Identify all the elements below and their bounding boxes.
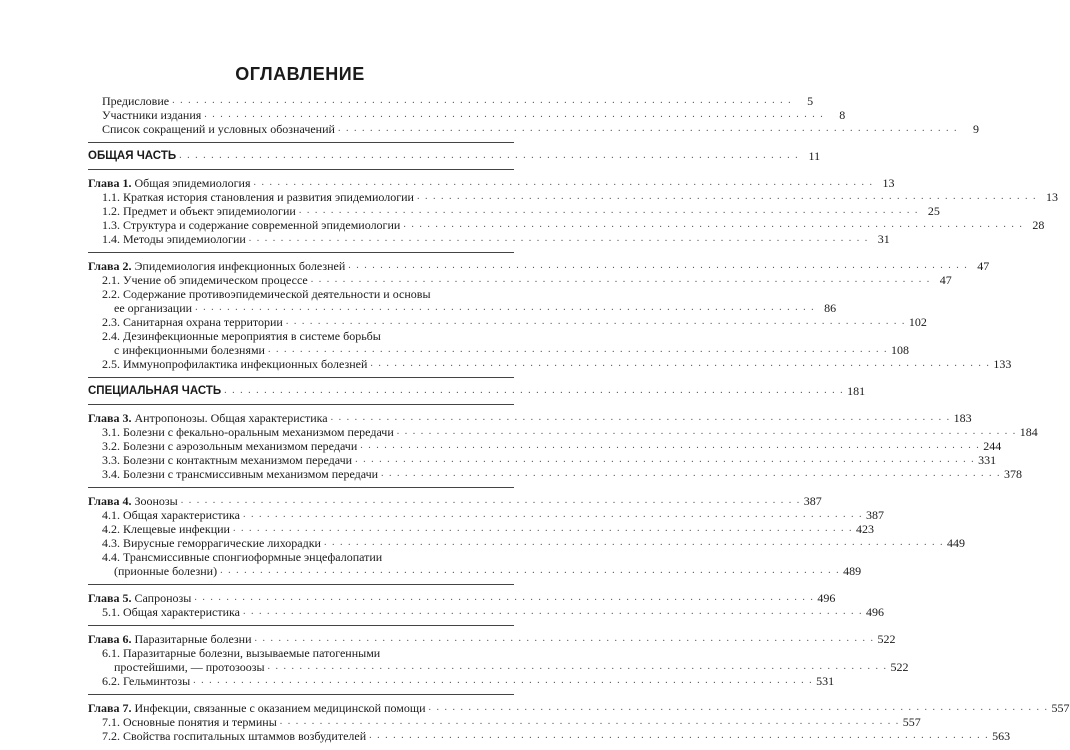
toc-entry-1-2[interactable] bbox=[88, 204, 940, 218]
chapter-label: Глава 5. bbox=[88, 591, 132, 605]
chapter-title: Эпидемиология инфекционных болезней bbox=[134, 259, 346, 273]
leader-dots: . . . . . . . . . . . . . . . . . . . . . . . . . . . . . . . . . . . . . . . . . . . . . . . . . . . . . . . . . . . . . . . . . . . . . . . . . . . . . . bbox=[279, 716, 900, 727]
entry-title: 3.3. Болезни с контактным механизмом передачи bbox=[102, 453, 353, 467]
entry-page: 531 bbox=[816, 674, 835, 688]
entry-title: 3.2. Болезни с аэрозольным механизмом передачи bbox=[102, 439, 358, 453]
toc-entry-1-4[interactable] bbox=[88, 232, 890, 246]
entry-title: 1.2. Предмет и объект эпидемиологии bbox=[102, 204, 296, 218]
toc-entry-2-2[interactable] bbox=[88, 301, 837, 315]
divider bbox=[88, 377, 514, 378]
toc-chapter-6[interactable] bbox=[88, 632, 896, 646]
toc-entry-7-2[interactable] bbox=[88, 729, 1011, 743]
part-title: СПЕЦИАЛЬНАЯ ЧАСТЬ bbox=[88, 385, 222, 397]
chapter-title: Общая эпидемиология bbox=[134, 176, 251, 190]
entry-page: 449 bbox=[946, 536, 965, 550]
entry-title-cont: (прионные болезни) bbox=[114, 564, 218, 578]
entry-page: 387 bbox=[803, 494, 822, 508]
leader-dots: . . . . . . . . . . . . . . . . . . . . . . . . . . . . . . . . . . . . . . . . . . . . . . . . . . . . . . . . . . . . . . . . . . . . . . . . . . . . . . bbox=[180, 495, 801, 506]
entry-title: 6.2. Гельминтозы bbox=[102, 674, 191, 688]
chapter-title: Инфекции, связанные с оказанием медицинской помощи bbox=[134, 701, 426, 715]
toc-entry-6-2[interactable] bbox=[88, 674, 835, 688]
entry-page: 11 bbox=[808, 149, 821, 163]
leader-dots: . . . . . . . . . . . . . . . . . . . . . . . . . . . . . . . . . . . . . . . . . . . . . . . . . . . . . . . . . . . . . . . . . . . . . . . . . . . . . . bbox=[403, 219, 1024, 230]
toc-entry-2-5[interactable] bbox=[88, 357, 1012, 371]
toc-chapter-5[interactable] bbox=[88, 591, 836, 605]
entry-page: 496 bbox=[817, 591, 836, 605]
leader-dots: . . . . . . . . . . . . . . . . . . . . . . . . . . . . . . . . . . . . . . . . . . . . . . . . . . . . . . . . . . . . . . . . . . . . . . . . . . . . . . bbox=[267, 344, 888, 355]
entry-title: 4.1. Общая характеристика bbox=[102, 508, 240, 522]
leader-dots: . . . . . . . . . . . . . . . . . . . . . . . . . . . . . . . . . . . . . . . . . . . . . . . . . . . . . . . . . . . . . . . . . . . . . . . . . . . . . . bbox=[310, 274, 931, 285]
part-title: ОБЩАЯ ЧАСТЬ bbox=[88, 150, 177, 162]
entry-page: 25 bbox=[927, 204, 940, 218]
entry-page: 496 bbox=[865, 605, 884, 619]
entry-page: 184 bbox=[1019, 425, 1038, 439]
entry-title: Участники издания bbox=[102, 108, 202, 122]
leader-dots: . . . . . . . . . . . . . . . . . . . . . . . . . . . . . . . . . . . . . . . . . . . . . . . . . . . . . . . . . . . . . . . . . . . . . . . . . . . . . . bbox=[232, 523, 853, 534]
leader-dots: . . . . . . . . . . . . . . . . . . . . . . . . . . . . . . . . . . . . . . . . . . . . . . . . . . . . . . . . . . . . . . . . . . . . . . . . . . . . . . bbox=[254, 633, 875, 644]
entry-title: 4.3. Вирусные геморрагические лихорадки bbox=[102, 536, 321, 550]
toc-entry-preface[interactable] bbox=[88, 94, 814, 108]
entry-page: 557 bbox=[902, 715, 921, 729]
divider bbox=[88, 694, 514, 695]
entry-page: 108 bbox=[890, 343, 909, 357]
entry-page: 9 bbox=[972, 122, 979, 136]
entry-page: 47 bbox=[939, 273, 952, 287]
table-of-contents bbox=[88, 94, 1070, 743]
entry-page: 563 bbox=[992, 729, 1011, 743]
entry-page: 13 bbox=[882, 176, 895, 190]
entry-title: 1.1. Краткая история становления и развития эпидемиологии bbox=[102, 190, 414, 204]
leader-dots: . . . . . . . . . . . . . . . . . . . . . . . . . . . . . . . . . . . . . . . . . . . . . . . . . . . . . . . . . . . . . . . . . . . . . . . . . . . . . . bbox=[204, 109, 825, 120]
toc-entry-2-2-line1[interactable]: 2.2. Содержание противоэпидемической деятельности и основы bbox=[102, 287, 431, 301]
chapter-label: Глава 2. bbox=[88, 259, 132, 273]
entry-title-cont: с инфекционными болезнями bbox=[114, 343, 265, 357]
entry-title: 2.3. Санитарная охрана территории bbox=[102, 315, 283, 329]
toc-entry-6-1-line1[interactable]: 6.1. Паразитарные болезни, вызываемые патогенными bbox=[102, 646, 381, 660]
toc-entry-6-1[interactable] bbox=[88, 660, 909, 674]
toc-entry-2-3[interactable] bbox=[88, 315, 927, 329]
toc-entry-3-4[interactable] bbox=[88, 467, 1023, 481]
entry-title: 7.2. Свойства госпитальных штаммов возбудителей bbox=[102, 729, 367, 743]
toc-entry-2-4-line1[interactable]: 2.4. Дезинфекционные мероприятия в системе борьбы bbox=[102, 329, 381, 343]
entry-page: 13 bbox=[1045, 190, 1058, 204]
entry-page: 387 bbox=[865, 508, 884, 522]
entry-title: 2.1. Учение об эпидемическом процессе bbox=[102, 273, 308, 287]
entry-page: 244 bbox=[983, 439, 1002, 453]
leader-dots: . . . . . . . . . . . . . . . . . . . . . . . . . . . . . . . . . . . . . . . . . . . . . . . . . . . . . . . . . . . . . . . . . . . . . . . . . . . . . . bbox=[172, 95, 793, 106]
leader-dots: . . . . . . . . . . . . . . . . . . . . . . . . . . . . . . . . . . . . . . . . . . . . . . . . . . . . . . . . . . . . . . . . . . . . . . . . . . . . . . bbox=[355, 454, 976, 465]
leader-dots: . . . . . . . . . . . . . . . . . . . . . . . . . . . . . . . . . . . . . . . . . . . . . . . . . . . . . . . . . . . . . . . . . . . . . . . . . . . . . . bbox=[416, 191, 1037, 202]
leader-dots: . . . . . . . . . . . . . . . . . . . . . . . . . . . . . . . . . . . . . . . . . . . . . . . . . . . . . . . . . . . . . . . . . . . . . . . . . . . . . . bbox=[348, 260, 969, 271]
chapter-title: Зоонозы bbox=[134, 494, 178, 508]
leader-dots: . . . . . . . . . . . . . . . . . . . . . . . . . . . . . . . . . . . . . . . . . . . . . . . . . . . . . . . . . . . . . . . . . . . . . . . . . . . . . . bbox=[337, 123, 958, 134]
chapter-label: Глава 3. bbox=[88, 411, 132, 425]
leader-dots: . . . . . . . . . . . . . . . . . . . . . . . . . . . . . . . . . . . . . . . . . . . . . . . . . . . . . . . . . . . . . . . . . . . . . . . . . . . . . . bbox=[194, 592, 815, 603]
toc-chapter-2[interactable] bbox=[88, 259, 990, 273]
toc-entry-5-1[interactable] bbox=[88, 605, 884, 619]
chapter-title: Антропонозы. Общая характеристика bbox=[134, 411, 328, 425]
entry-title: 1.4. Методы эпидемиологии bbox=[102, 232, 246, 246]
entry-page: 5 bbox=[807, 94, 814, 108]
chapter-label: Глава 7. bbox=[88, 701, 132, 715]
toc-entry-7-1[interactable] bbox=[88, 715, 921, 729]
toc-chapter-3[interactable] bbox=[88, 411, 972, 425]
entry-page: 378 bbox=[1004, 467, 1023, 481]
entry-page: 423 bbox=[855, 522, 874, 536]
leader-dots: . . . . . . . . . . . . . . . . . . . . . . . . . . . . . . . . . . . . . . . . . . . . . . . . . . . . . . . . . . . . . . . . . . . . . . . . . . . . . . bbox=[220, 565, 841, 576]
leader-dots: . . . . . . . . . . . . . . . . . . . . . . . . . . . . . . . . . . . . . . . . . . . . . . . . . . . . . . . . . . . . . . . . . . . . . . . . . . . . . . bbox=[381, 468, 1002, 479]
leader-dots: . . . . . . . . . . . . . . . . . . . . . . . . . . . . . . . . . . . . . . . . . . . . . . . . . . . . . . . . . . . . . . . . . . . . . . . . . . . . . . bbox=[195, 302, 816, 313]
toc-entry-abbreviations[interactable] bbox=[88, 122, 979, 136]
entry-page: 522 bbox=[877, 632, 896, 646]
chapter-label: Глава 4. bbox=[88, 494, 132, 508]
entry-title: 7.1. Основные понятия и термины bbox=[102, 715, 277, 729]
entry-page: 86 bbox=[824, 301, 837, 315]
leader-dots: . . . . . . . . . . . . . . . . . . . . . . . . . . . . . . . . . . . . . . . . . . . . . . . . . . . . . . . . . . . . . . . . . . . . . . . . . . . . . . bbox=[179, 150, 800, 161]
entry-page: 31 bbox=[877, 232, 890, 246]
toc-entry-4-4-line1[interactable]: 4.4. Трансмиссивные спонгиоформные энцефалопатии bbox=[102, 550, 383, 564]
entry-title: Список сокращений и условных обозначений bbox=[102, 122, 335, 136]
toc-entry-1-1[interactable] bbox=[88, 190, 1058, 204]
divider bbox=[88, 584, 514, 585]
toc-entry-3-3[interactable] bbox=[88, 453, 997, 467]
leader-dots: . . . . . . . . . . . . . . . . . . . . . . . . . . . . . . . . . . . . . . . . . . . . . . . . . . . . . . . . . . . . . . . . . . . . . . . . . . . . . . bbox=[360, 440, 981, 451]
leader-dots: . . . . . . . . . . . . . . . . . . . . . . . . . . . . . . . . . . . . . . . . . . . . . . . . . . . . . . . . . . . . . . . . . . . . . . . . . . . . . . bbox=[242, 606, 863, 617]
chapter-title: Сапронозы bbox=[134, 591, 192, 605]
divider bbox=[88, 625, 514, 626]
entry-title: 5.1. Общая характеристика bbox=[102, 605, 240, 619]
toc-entry-4-3[interactable] bbox=[88, 536, 965, 550]
page-title: ОГЛАВЛЕНИЕ bbox=[235, 64, 365, 84]
toc-entry-4-4[interactable] bbox=[88, 564, 862, 578]
entry-page: 47 bbox=[977, 259, 990, 273]
leader-dots: . . . . . . . . . . . . . . . . . . . . . . . . . . . . . . . . . . . . . . . . . . . . . . . . . . . . . . . . . . . . . . . . . . . . . . . . . . . . . . bbox=[428, 702, 1049, 713]
entry-page: 28 bbox=[1032, 218, 1045, 232]
chapter-label: Глава 6. bbox=[88, 632, 132, 646]
entry-page: 489 bbox=[843, 564, 862, 578]
toc-entry-3-2[interactable] bbox=[88, 439, 1002, 453]
leader-dots: . . . . . . . . . . . . . . . . . . . . . . . . . . . . . . . . . . . . . . . . . . . . . . . . . . . . . . . . . . . . . . . . . . . . . . . . . . . . . . bbox=[330, 412, 951, 423]
entry-page: 522 bbox=[890, 660, 909, 674]
toc-part-special[interactable] bbox=[88, 384, 866, 398]
chapter-title: Паразитарные болезни bbox=[134, 632, 252, 646]
entry-page: 331 bbox=[978, 453, 997, 467]
leader-dots: . . . . . . . . . . . . . . . . . . . . . . . . . . . . . . . . . . . . . . . . . . . . . . . . . . . . . . . . . . . . . . . . . . . . . . . . . . . . . . bbox=[267, 661, 888, 672]
leader-dots: . . . . . . . . . . . . . . . . . . . . . . . . . . . . . . . . . . . . . . . . . . . . . . . . . . . . . . . . . . . . . . . . . . . . . . . . . . . . . . bbox=[224, 385, 845, 396]
chapter-label: Глава 1. bbox=[88, 176, 132, 190]
entry-page: 557 bbox=[1051, 701, 1070, 715]
leader-dots: . . . . . . . . . . . . . . . . . . . . . . . . . . . . . . . . . . . . . . . . . . . . . . . . . . . . . . . . . . . . . . . . . . . . . . . . . . . . . . bbox=[242, 509, 863, 520]
entry-title-cont: ее организации bbox=[114, 301, 193, 315]
entry-page: 181 bbox=[847, 384, 866, 398]
leader-dots: . . . . . . . . . . . . . . . . . . . . . . . . . . . . . . . . . . . . . . . . . . . . . . . . . . . . . . . . . . . . . . . . . . . . . . . . . . . . . . bbox=[323, 537, 944, 548]
leader-dots: . . . . . . . . . . . . . . . . . . . . . . . . . . . . . . . . . . . . . . . . . . . . . . . . . . . . . . . . . . . . . . . . . . . . . . . . . . . . . . bbox=[253, 177, 874, 188]
divider bbox=[88, 252, 514, 253]
entry-title: 3.1. Болезни с фекально-оральным механизмом передачи bbox=[102, 425, 394, 439]
leader-dots: . . . . . . . . . . . . . . . . . . . . . . . . . . . . . . . . . . . . . . . . . . . . . . . . . . . . . . . . . . . . . . . . . . . . . . . . . . . . . . bbox=[396, 426, 1017, 437]
entry-title: 3.4. Болезни с трансмиссивным механизмом передачи bbox=[102, 467, 379, 481]
leader-dots: . . . . . . . . . . . . . . . . . . . . . . . . . . . . . . . . . . . . . . . . . . . . . . . . . . . . . . . . . . . . . . . . . . . . . . . . . . . . . . bbox=[285, 316, 906, 327]
entry-title: Предисловие bbox=[102, 94, 170, 108]
toc-entry-2-4[interactable] bbox=[88, 343, 909, 357]
toc-entry-4-1[interactable] bbox=[88, 508, 884, 522]
leader-dots: . . . . . . . . . . . . . . . . . . . . . . . . . . . . . . . . . . . . . . . . . . . . . . . . . . . . . . . . . . . . . . . . . . . . . . . . . . . . . . bbox=[193, 675, 814, 686]
divider bbox=[88, 142, 514, 143]
divider bbox=[88, 404, 514, 405]
toc-chapter-7[interactable] bbox=[88, 701, 1070, 715]
toc-entry-4-2[interactable] bbox=[88, 522, 874, 536]
toc-entry-contributors[interactable] bbox=[88, 108, 846, 122]
divider bbox=[88, 487, 514, 488]
toc-entry-3-1[interactable] bbox=[88, 425, 1038, 439]
toc-chapter-4[interactable] bbox=[88, 494, 822, 508]
toc-entry-2-1[interactable] bbox=[88, 273, 952, 287]
entry-page: 183 bbox=[953, 411, 972, 425]
entry-page: 133 bbox=[993, 357, 1012, 371]
toc-chapter-1[interactable] bbox=[88, 176, 895, 190]
toc-part-general[interactable] bbox=[88, 149, 821, 163]
divider bbox=[88, 169, 514, 170]
leader-dots: . . . . . . . . . . . . . . . . . . . . . . . . . . . . . . . . . . . . . . . . . . . . . . . . . . . . . . . . . . . . . . . . . . . . . . . . . . . . . . bbox=[298, 205, 919, 216]
entry-title-cont: простейшими, — протозоозы bbox=[114, 660, 265, 674]
entry-title: 2.5. Иммунопрофилактика инфекционных болезней bbox=[102, 357, 368, 371]
entry-page: 102 bbox=[908, 315, 927, 329]
leader-dots: . . . . . . . . . . . . . . . . . . . . . . . . . . . . . . . . . . . . . . . . . . . . . . . . . . . . . . . . . . . . . . . . . . . . . . . . . . . . . . bbox=[370, 358, 991, 369]
toc-entry-1-3[interactable] bbox=[88, 218, 1045, 232]
entry-page: 8 bbox=[839, 108, 846, 122]
leader-dots: . . . . . . . . . . . . . . . . . . . . . . . . . . . . . . . . . . . . . . . . . . . . . . . . . . . . . . . . . . . . . . . . . . . . . . . . . . . . . . bbox=[369, 730, 990, 741]
entry-title: 1.3. Структура и содержание современной эпидемиологии bbox=[102, 218, 401, 232]
leader-dots: . . . . . . . . . . . . . . . . . . . . . . . . . . . . . . . . . . . . . . . . . . . . . . . . . . . . . . . . . . . . . . . . . . . . . . . . . . . . . . bbox=[248, 233, 869, 244]
entry-title: 4.2. Клещевые инфекции bbox=[102, 522, 230, 536]
